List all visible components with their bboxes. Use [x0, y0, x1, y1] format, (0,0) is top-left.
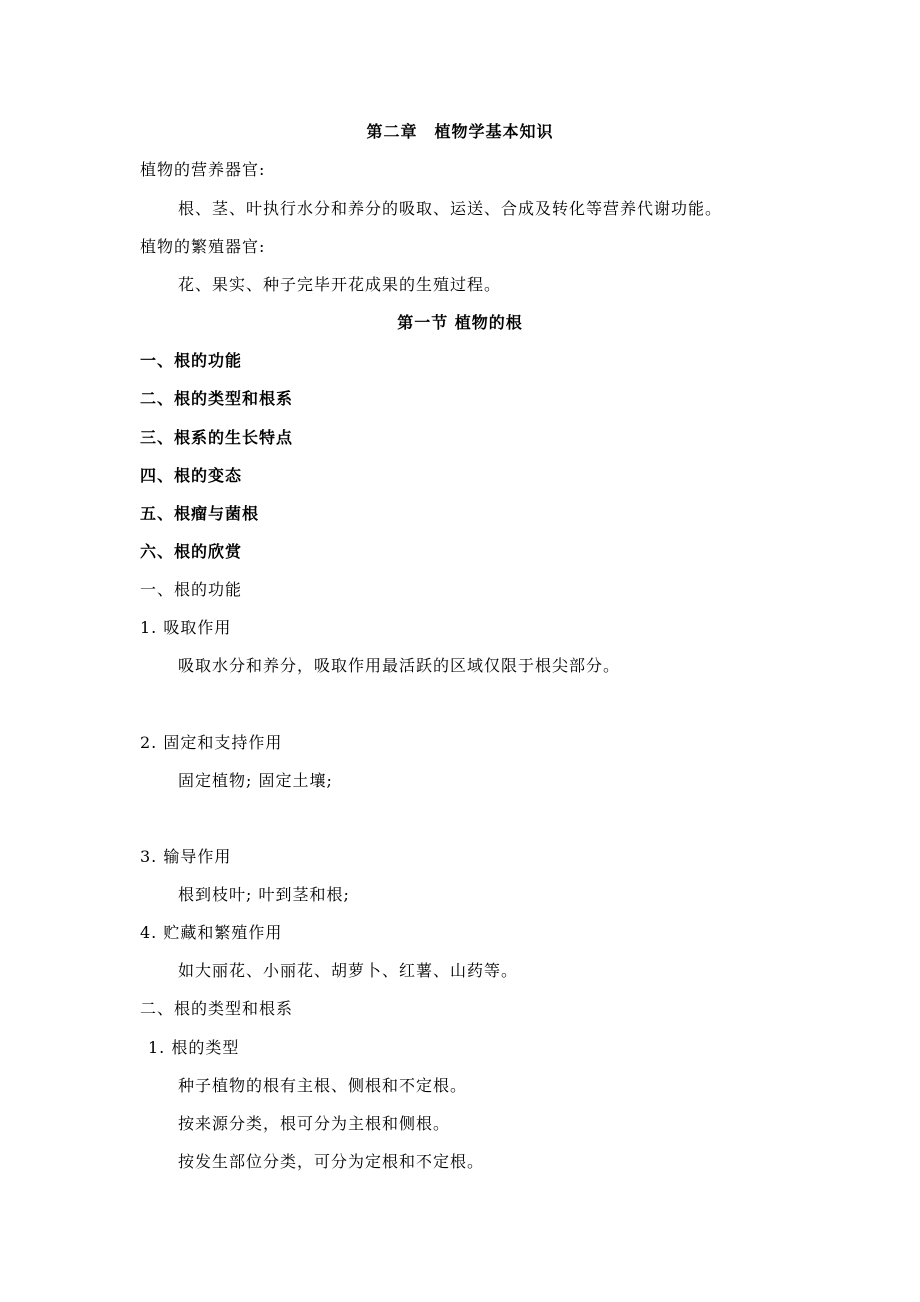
outline-item: 六、根的欣赏 [140, 542, 243, 561]
outline-item: 一、根的功能 [140, 351, 243, 370]
part2-sub-title: 1. 根的类型 [148, 1038, 240, 1057]
part2-line: 按发生部位分类，可分为定根和不定根。 [178, 1152, 485, 1171]
part1-item-title: 3. 输导作用 [140, 847, 232, 866]
rep-organs-desc: 花、果实、种子完毕开花成果的生殖过程。 [178, 275, 502, 294]
veg-organs-desc: 根、茎、叶执行水分和养分的吸取、运送、合成及转化等营养代谢功能。 [178, 199, 723, 218]
part2-line: 按来源分类，根可分为主根和侧根。 [178, 1114, 451, 1133]
chapter-title: 第二章 植物学基本知识 [366, 122, 554, 141]
part2-line: 种子植物的根有主根、侧根和不定根。 [178, 1076, 468, 1095]
part1-heading: 一、根的功能 [140, 580, 243, 599]
part1-item-text: 固定植物; 固定土壤; [178, 771, 333, 790]
outline-item: 二、根的类型和根系 [140, 389, 294, 408]
part1-item-text: 吸取水分和养分，吸取作用最活跃的区域仅限于根尖部分。 [178, 656, 621, 675]
part1-item-title: 4. 贮藏和繁殖作用 [140, 923, 283, 942]
part1-item-title: 2. 固定和支持作用 [140, 733, 283, 752]
part2-heading: 二、根的类型和根系 [140, 999, 294, 1018]
outline-item: 四、根的变态 [140, 466, 243, 485]
section-title: 第一节 植物的根 [397, 313, 523, 332]
part1-item-text: 根到枝叶; 叶到茎和根; [178, 885, 350, 904]
rep-organs-heading: 植物的繁殖器官: [140, 237, 266, 256]
outline-item: 三、根系的生长特点 [140, 428, 294, 447]
veg-organs-heading: 植物的营养器官: [140, 160, 266, 179]
outline-item: 五、根瘤与菌根 [140, 504, 260, 523]
part1-item-text: 如大丽花、小丽花、胡萝卜、红薯、山药等。 [178, 961, 519, 980]
part1-item-title: 1. 吸取作用 [140, 618, 232, 637]
